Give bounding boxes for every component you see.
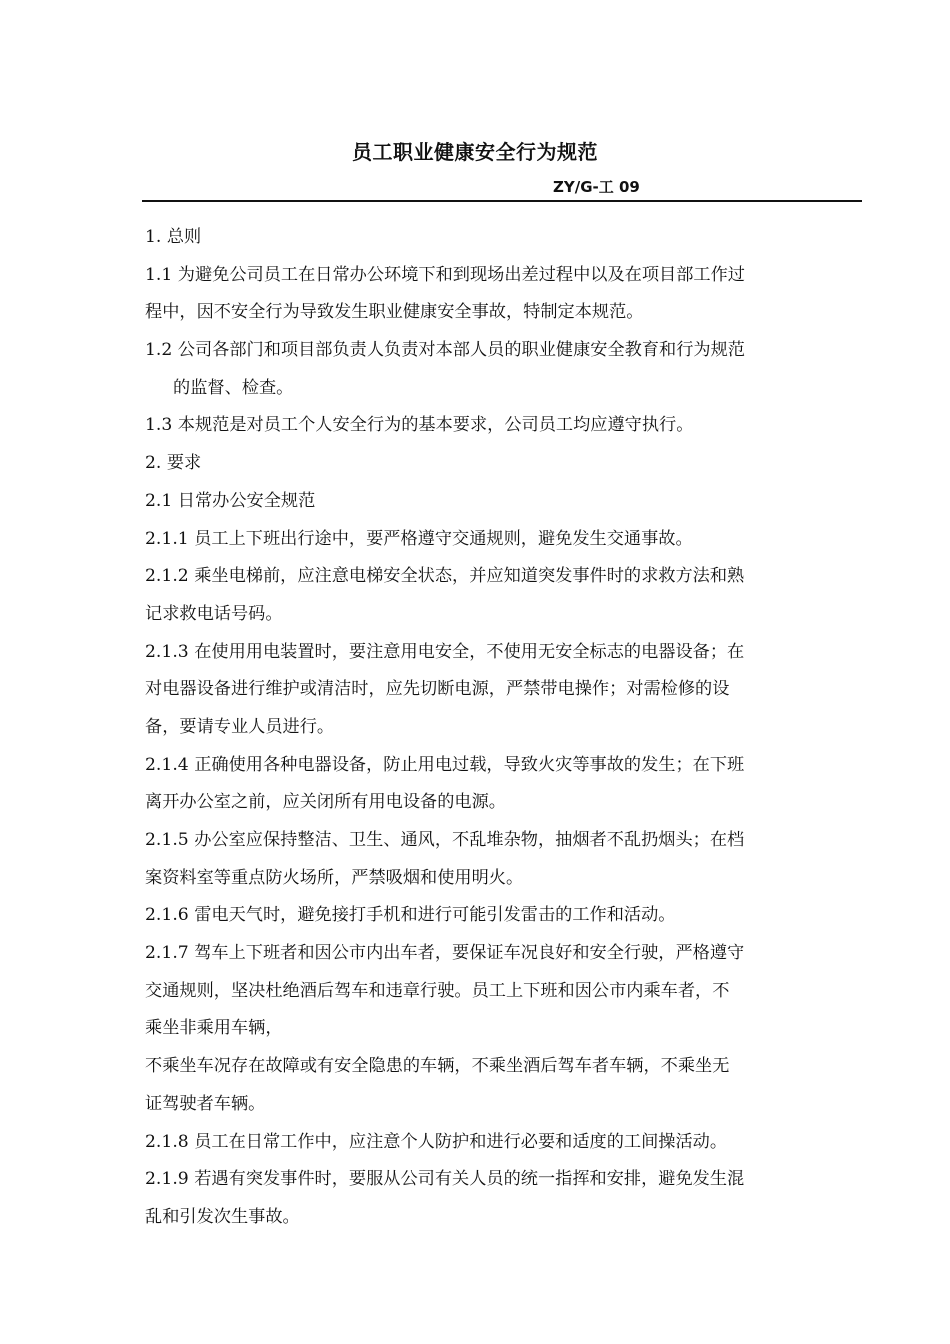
paragraph-line: 2.1.7 驾车上下班者和因公市内出车者，要保证车况良好和安全行驶，严格遵守 (145, 943, 745, 964)
paragraph-line: 1. 总则 (145, 227, 202, 247)
paragraph-line: 2.1.8 员工在日常工作中，应注意个人防护和进行必要和适度的工间操活动。 (145, 1131, 728, 1152)
paragraph-line: 1.3 本规范是对员工个人安全行为的基本要求，公司员工均应遵守执行。 (145, 415, 694, 436)
paragraph-line: 记求救电话号码。 (145, 603, 283, 624)
paragraph-line: 程中，因不安全行为导致发生职业健康安全事故，特制定本规范。 (145, 302, 644, 323)
paragraph-line: 案资料室等重点防火场所，严禁吸烟和使用明火。 (145, 867, 524, 888)
paragraph-line: 证驾驶者车辆。 (145, 1093, 266, 1114)
paragraph-line: 乱和引发次生事故。 (145, 1206, 300, 1227)
paragraph-line: 乘坐非乘用车辆， (145, 1018, 283, 1039)
paragraph-line: 2. 要求 (145, 453, 202, 474)
paragraph-line: 不乘坐车况存在故障或有安全隐患的车辆，不乘坐酒后驾车者车辆，不乘坐无 (145, 1056, 730, 1077)
paragraph-line: 对电器设备进行维护或清洁时，应先切断电源，严禁带电操作；对需检修的设 (145, 679, 730, 700)
paragraph-line: 1.1 为避免公司员工在日常办公环境下和到现场出差过程中以及在项目部工作过 (145, 264, 745, 285)
paragraph-line: 2.1.5 办公室应保持整洁、卫生、通风，不乱堆杂物，抽烟者不乱扔烟头；在档 (145, 830, 745, 850)
paragraph-line: 2.1.1 员工上下班出行途中，要严格遵守交通规则，避免发生交通事故。 (145, 528, 693, 549)
paragraph-line: 2.1.2 乘坐电梯前，应注意电梯安全状态，并应知道突发事件时的求救方法和熟 (145, 566, 745, 587)
paragraph-line: 2.1.4 正确使用各种电器设备，防止用电过载，导致火灾等事故的发生；在下班 (145, 754, 745, 775)
paragraph-line: 的监督、检查。 (173, 377, 294, 398)
document-body (145, 219, 817, 1237)
paragraph-line: 备，要请专业人员进行。 (145, 716, 335, 737)
document-code: ZY/G-工 09 (553, 178, 640, 196)
document-title: 员工职业健康安全行为规范 (352, 140, 598, 164)
paragraph-line: 离开办公室之前，应关闭所有用电设备的电源。 (145, 792, 506, 813)
paragraph-line: 2.1.6 雷电天气时，避免接打手机和进行可能引发雷击的工作和活动。 (145, 905, 676, 926)
paragraph-line: 1.2 公司各部门和项目部负责人负责对本部人员的职业健康安全教育和行为规范 (145, 340, 745, 361)
paragraph-line: 2.1.9 若遇有突发事件时，要服从公司有关人员的统一指挥和安排，避免发生混 (145, 1169, 745, 1190)
paragraph-line: 交通规则，坚决杜绝酒后驾车和违章行驶。员工上下班和因公市内乘车者，不 (145, 980, 730, 1001)
paragraph-line: 2.1 日常办公安全规范 (145, 490, 316, 511)
paragraph-line: 2.1.3 在使用用电装置时，要注意用电安全，不使用无安全标志的电器设备；在 (145, 641, 745, 662)
header-divider (142, 200, 862, 202)
